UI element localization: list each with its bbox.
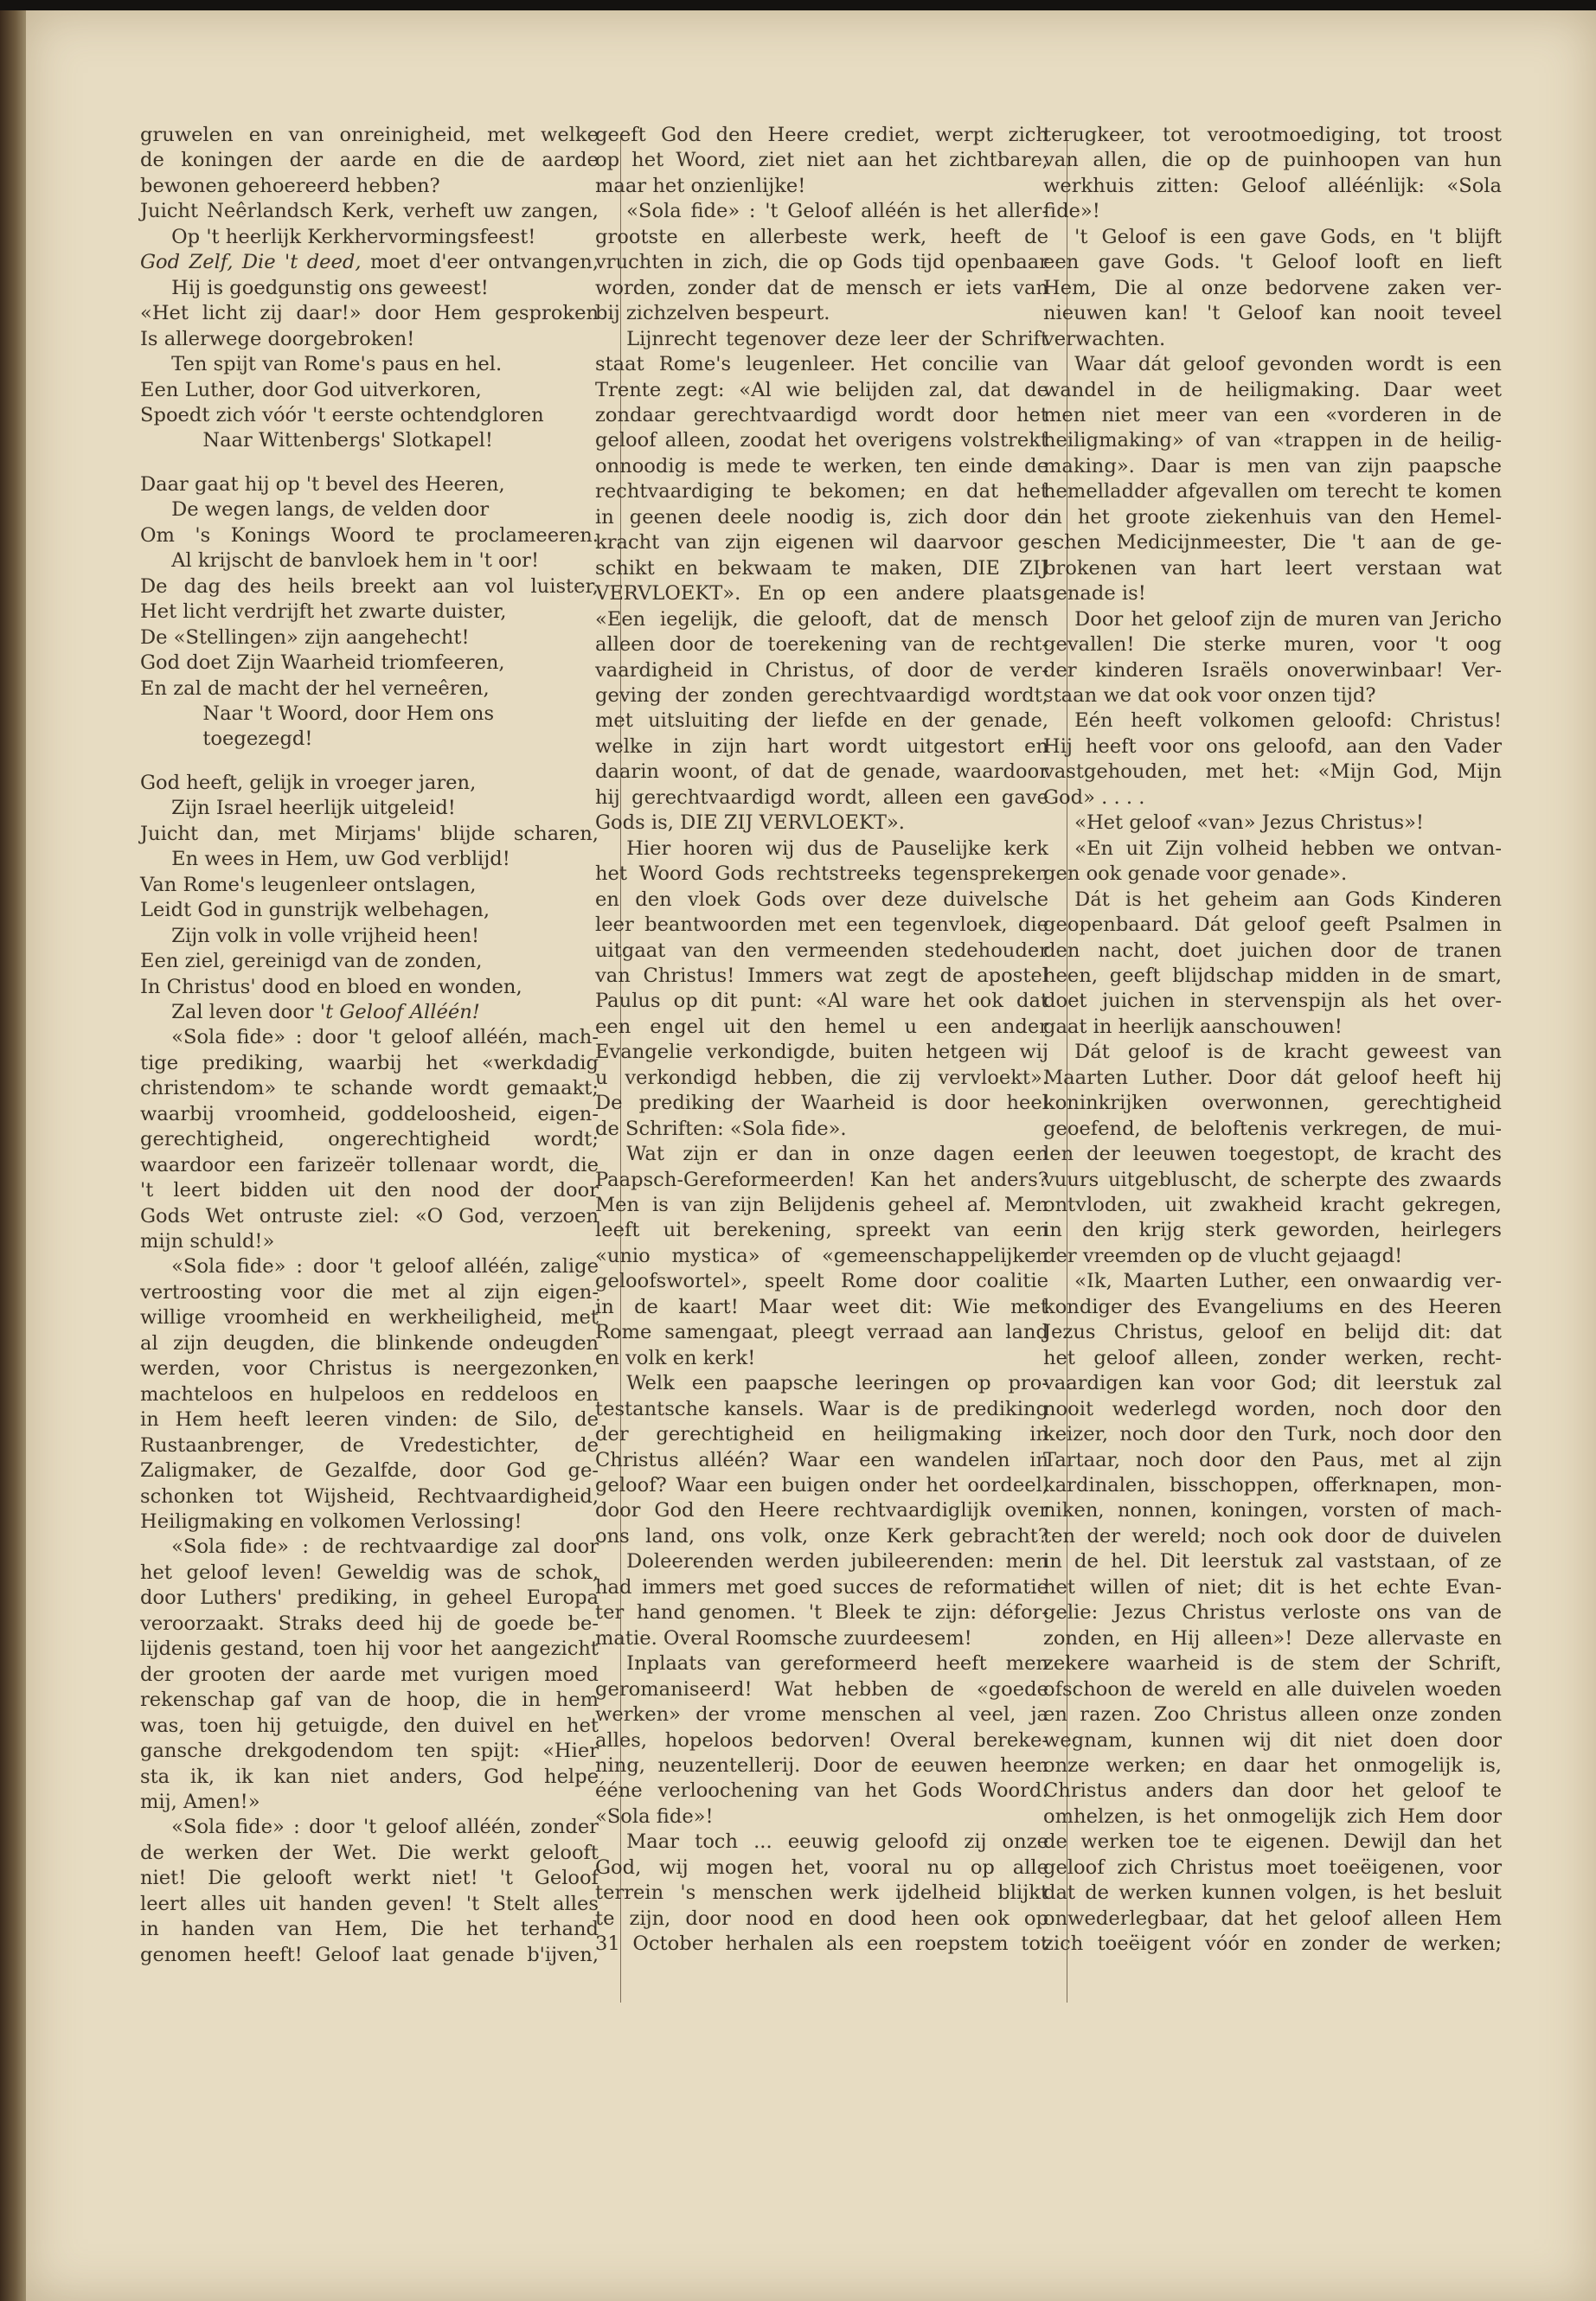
text-line: onwederlegbaar, dat het geloof alleen Hem: [1043, 1907, 1502, 1930]
text-line: God doet Zijn Waarheid triomfeeren,: [140, 651, 505, 675]
text-line: heen, geeft blijdschap midden in de smart,: [1043, 964, 1502, 987]
text-line: Hem, Die al onze bedorvene zaken ver-: [1043, 276, 1502, 299]
text-line: Heiligmaking en volkomen Verlossing!: [140, 1510, 522, 1534]
text-line: der gerechtigheid en heiligmaking in: [595, 1423, 1048, 1446]
text-line: Hij heeft voor ons geloofd, aan den Vader: [1043, 734, 1502, 758]
text-line: ééne verloochening van het Gods Woord:: [595, 1779, 1048, 1803]
text-line: verwachten.: [1043, 327, 1166, 350]
text-line: in handen van Hem, Die het terhand: [140, 1918, 599, 1941]
text-line: Gods Wet ontruste ziel: «O God, verzoen: [140, 1204, 599, 1227]
text-line: Inplaats van gereformeerd heeft men: [626, 1652, 1048, 1676]
text-line: «Sola fide» : de rechtvaardige zal door: [171, 1535, 599, 1559]
text-line: ten der wereld; noch ook door de duivelen: [1043, 1524, 1502, 1548]
text-line: len der leeuwen toegestopt, de kracht des: [1043, 1143, 1502, 1166]
text-line: in de kaart! Maar weet dit: Wie met: [595, 1295, 1048, 1318]
text-line: kracht van zijn eigenen wil daarvoor ge-: [595, 531, 1048, 554]
text-line: testantsche kansels. Waar is de prediking: [595, 1397, 1048, 1420]
text-line: leert alles uit handen geven! 't Stelt alles: [140, 1892, 599, 1915]
text-line: Al krijscht de banvloek hem in 't oor!: [171, 549, 540, 573]
text-line: «Sola fide» : 't Geloof alléén is het aller-: [626, 200, 1048, 223]
text-line: Dát geloof is de kracht geweest van: [1074, 1041, 1502, 1064]
text-line: koninkrijken overwonnen, gerechtigheid: [1043, 1092, 1502, 1115]
text-line: worden, zonder dat de mensch er iets van: [595, 276, 1048, 299]
text-line: nieuwen kan! 't Geloof kan nooit teveel: [1043, 302, 1502, 325]
text-line: Maarten Luther. Door dát geloof heeft hij: [1043, 1066, 1502, 1089]
text-line: in Hem heeft leeren vinden: de Silo, de: [140, 1408, 599, 1432]
text-line: fide»!: [1043, 200, 1100, 223]
text-line: de Schriften: «Sola fide».: [595, 1117, 847, 1140]
text-line: making». Daar is men van zijn paapsche: [1043, 454, 1502, 478]
text-line: geoefend, de beloftenis verkregen, de mui-: [1043, 1117, 1502, 1140]
text-line: heiligmaking» of van «trappen in de heilig-: [1043, 429, 1502, 452]
text-line: der vreemden op de vlucht gejaagd!: [1043, 1244, 1403, 1267]
text-line: gaat in heerlijk aanschouwen!: [1043, 1015, 1343, 1038]
text-line: zonden, en Hij alleen»! Deze allervaste en: [1043, 1626, 1502, 1650]
text-line: staan we dat ook voor onzen tijd?: [1043, 683, 1376, 707]
text-line: bij zichzelven bespeurt.: [595, 302, 830, 325]
text-line: zekere waarheid is de stem der Schrift,: [1043, 1652, 1502, 1676]
text-line: schonken tot Wijsheid, Rechtvaardigheid,: [140, 1484, 599, 1508]
text-line: welke in zijn hart wordt uitgestort en: [595, 734, 1048, 758]
text-line: Zal leven door 't Geloof Alléén!: [171, 1000, 480, 1023]
text-line: leer beantwoorden met een tegenvloek, die: [595, 913, 1048, 937]
text-line: alleen door de toerekening van de recht-: [595, 633, 1048, 657]
text-line: De prediking der Waarheid is door heel: [595, 1092, 1048, 1115]
text-line: mijn schuld!»: [140, 1230, 275, 1253]
text-line: «Een iegelijk, die gelooft, dat de mensch: [595, 607, 1048, 631]
text-line: En wees in Hem, uw God verblijd!: [171, 848, 510, 871]
text-line: God heeft, gelijk in vroeger jaren,: [140, 771, 477, 794]
text-line: Wat zijn er dan in onze dagen een: [626, 1143, 1048, 1166]
text-line: geloof? Waar een buigen onder het oordeel,: [595, 1474, 1048, 1497]
text-line: Zaligmaker, de Gezalfde, door God ge-: [140, 1459, 599, 1483]
text-line: en den vloek Gods over deze duivelsche: [595, 888, 1048, 911]
text-line: Christus anders dan door het geloof te: [1043, 1779, 1502, 1803]
text-line: Rome samengaat, pleegt verraad aan land: [595, 1321, 1048, 1344]
text-line: veroorzaakt. Straks deed hij de goede be-: [140, 1612, 599, 1635]
text-block: [140, 771, 599, 1968]
text-line: ons land, ons volk, onze Kerk gebracht?: [595, 1524, 1048, 1548]
text-block: [140, 123, 599, 454]
text-line: Christus alléén? Waar een wandelen in: [595, 1448, 1048, 1471]
text-line: «Sola fide» : door 't geloof alléén, zalige: [171, 1255, 599, 1279]
text-line: kondiger des Evangeliums en des Heeren: [1043, 1295, 1502, 1318]
text-line: lijdenis gestand, toen hij voor het aangezicht: [140, 1638, 599, 1661]
text-line: Jezus Christus, geloof en belijd dit: dat: [1043, 1321, 1502, 1344]
text-line: hij gerechtvaardigd wordt, alleen een gave: [595, 785, 1048, 809]
column-3: [1043, 123, 1502, 1976]
text-line: Rustaanbrenger, de Vredestichter, de: [140, 1433, 599, 1457]
text-line: en volk en kerk!: [595, 1346, 756, 1369]
text-line: Welk een paapsche leeringen op pro-: [626, 1372, 1048, 1395]
text-line: kardinalen, bisschoppen, offerknapen, mon-: [1043, 1474, 1502, 1497]
text-line: leeft uit berekening, spreekt van een: [595, 1219, 1048, 1242]
text-line: ning, neuzentellerij. Door de eeuwen heen: [595, 1754, 1048, 1777]
text-line: Juicht Neêrlandsch Kerk, verheft uw zangen,: [140, 200, 599, 223]
text-line: onnoodig is mede te werken, ten einde de: [595, 454, 1048, 478]
text-block: [595, 123, 1048, 1958]
text-line: Gods is, DIE ZIJ VERVLOEKT».: [595, 811, 905, 835]
text-line: geloof zich Christus moet toeëigenen, voor: [1043, 1856, 1502, 1879]
text-line: Zijn Israel heerlijk uitgeleid!: [171, 797, 456, 820]
text-line: het Woord Gods rechtstreeks tegenspreken: [595, 862, 1048, 886]
text-line: omhelzen, is het onmogelijk zich Hem door: [1043, 1804, 1502, 1828]
text-line: Paapsch-Gereformeerden! Kan het anders?: [595, 1168, 1048, 1191]
text-line: «Sola fide» : door 't geloof alléén, zonder: [171, 1816, 599, 1839]
text-line: waardoor een farizeër tollenaar wordt, die: [140, 1153, 599, 1176]
text-line: terugkeer, tot verootmoediging, tot troost: [1043, 124, 1502, 146]
text-line: Juicht dan, met Mirjams' blijde scharen,: [140, 822, 599, 845]
text-line: 't Geloof is een gave Gods, en 't blijft: [1074, 225, 1502, 248]
text-line: in den krijg sterk geworden, heirlegers: [1043, 1219, 1502, 1242]
text-line: Tartaar, noch door den Paus, met al zijn: [1043, 1448, 1502, 1471]
column-2: [595, 123, 1048, 1976]
text-line: Op 't heerlijk Kerkhervormingsfeest!: [171, 225, 536, 248]
text-line: gruwelen en van onreinigheid, met welke: [140, 124, 599, 146]
text-line: waarbij vroomheid, goddeloosheid, eigen-: [140, 1102, 599, 1125]
text-line: 't leert bidden uit den nood der door: [140, 1179, 599, 1202]
text-line: Dát is het geheim aan Gods Kinderen: [1074, 888, 1502, 911]
text-line: schen Medicijnmeester, Die 't aan de ge-: [1043, 531, 1502, 554]
text-line: de koningen der aarde en die de aarde: [140, 149, 599, 172]
text-line: den nacht, doet juichen door de tranen: [1043, 939, 1502, 962]
text-line: En zal de macht der hel verneêren,: [140, 676, 490, 700]
text-line: Naar 't Woord, door Hem ons toegezegd!: [202, 702, 495, 751]
text-line: «Ik, Maarten Luther, een onwaardig ver-: [1074, 1270, 1502, 1293]
text-line: God Zelf, Die 't deed, moet d'eer ontvangen,: [140, 251, 599, 274]
text-line: schikt en bekwaam te maken, DIE ZIJ: [595, 556, 1048, 580]
text-line: ontvloden, uit zwakheid kracht gekregen,: [1043, 1194, 1502, 1217]
text-line: te zijn, door nood en dood heen ook op: [595, 1907, 1048, 1930]
text-line: Spoedt zich vóór 't eerste ochtendgloren: [140, 403, 544, 426]
text-line: geloof alleen, zoodat het overigens volstrekt: [595, 429, 1048, 452]
text-line: God» . . . .: [1043, 785, 1145, 809]
text-line: «En uit Zijn volheid hebben we ontvan-: [1074, 836, 1502, 860]
text-line: Maar toch ... eeuwig geloofd zij onze: [626, 1830, 1048, 1854]
text-line: staat Rome's leugenleer. Het concilie van: [595, 353, 1048, 376]
text-line: niet! Die gelooft werkt niet! 't Geloof: [140, 1867, 599, 1890]
text-line: Waar dát geloof gevonden wordt is een: [1074, 353, 1502, 376]
text-line: Hij is goedgunstig ons geweest!: [171, 276, 489, 299]
text-block: [1043, 123, 1502, 1958]
text-line: «Het geloof «van» Jezus Christus»!: [1074, 811, 1424, 835]
text-line: gevallen! Die sterke muren, voor 't oog: [1043, 633, 1502, 657]
text-line: christendom» te schande wordt gemaakt;: [140, 1077, 599, 1100]
text-line: mij, Amen!»: [140, 1791, 260, 1813]
text-line: geloofswortel», speelt Rome door coalitie: [595, 1270, 1048, 1293]
text-line: u verkondigd hebben, die zij vervloekt».: [595, 1066, 1048, 1089]
text-line: gelie: Jezus Christus verloste ons van de: [1043, 1601, 1502, 1625]
text-line: Leidt God in gunstrijk welbehagen,: [140, 899, 490, 922]
text-line: had immers met goed succes de reformatie: [595, 1575, 1048, 1599]
text-line: nooit wederlegd worden, noch door den: [1043, 1397, 1502, 1420]
text-line: wandel in de heiligmaking. Daar weet: [1043, 378, 1502, 401]
text-line: Men is van zijn Belijdenis geheel af. Men: [595, 1194, 1048, 1217]
text-line: der kinderen Israëls onoverwinbaar! Ver-: [1043, 658, 1502, 682]
text-line: gen ook genade voor genade».: [1043, 862, 1348, 886]
text-line: vaardigheid in Christus, of door de ver-: [595, 658, 1048, 682]
text-line: Om 's Konings Woord te proclameeren.: [140, 523, 599, 547]
text-line: rechtvaardiging te bekomen; en dat het: [595, 480, 1048, 503]
text-line: gerechtigheid, ongerechtigheid wordt;: [140, 1128, 599, 1151]
text-line: De wegen langs, de velden door: [171, 498, 490, 522]
text-line: Van Rome's leugenleer ontslagen,: [140, 873, 477, 896]
text-line: sta ik, ik kan niet anders, God helpe: [140, 1765, 599, 1788]
text-line: willige vroomheid en werkheiligheid, met: [140, 1306, 599, 1330]
text-line: ofschoon de wereld en alle duivelen woeden: [1043, 1677, 1502, 1701]
text-line: dat de werken kunnen volgen, is het besluit: [1043, 1881, 1502, 1905]
text-line: vuurs uitgebluscht, de scherpte des zwaards: [1043, 1168, 1502, 1191]
text-line: vertroosting voor die met al zijn eigen-: [140, 1280, 599, 1304]
text-line: Hier hooren wij dus de Pauselijke kerk: [626, 836, 1048, 860]
text-line: geving der zonden gerechtvaardigd wordt,: [595, 683, 1048, 707]
text-line: men niet meer van een «vorderen in de: [1043, 403, 1502, 426]
book-spine-edge: [0, 10, 26, 2301]
text-line: hemelladder afgevallen om terecht te komen: [1043, 480, 1502, 503]
text-line: vruchten in zich, die op Gods tijd openbaar: [595, 251, 1048, 274]
text-line: was, toen hij getuigde, den duivel en het: [140, 1714, 599, 1737]
text-line: uitgaat van den vermeenden stedehouder: [595, 939, 1048, 962]
text-line: tige prediking, waarbij het «werkdadig: [140, 1051, 599, 1074]
text-line: genade is!: [1043, 582, 1146, 606]
text-line: de werken toe te eigenen. Dewijl dan het: [1043, 1830, 1502, 1854]
text-line: het geloof leven! Geweldig was de schok,: [140, 1561, 599, 1584]
text-line: matie. Overal Roomsche zuurdeesem!: [595, 1626, 972, 1650]
scan-top-edge: [0, 0, 1596, 10]
text-line: van Christus! Immers wat zegt de apostel: [595, 964, 1048, 987]
text-line: der grooten der aarde met vurigen moed: [140, 1663, 599, 1686]
text-line: Daar gaat hij op 't bevel des Heeren,: [140, 472, 505, 496]
text-line: Evangelie verkondigde, buiten hetgeen wij: [595, 1041, 1048, 1064]
text-line: niken, nonnen, koningen, vorsten of mach-: [1043, 1499, 1502, 1522]
text-line: van allen, die op de puinhoopen van hun: [1043, 149, 1502, 172]
text-line: met uitsluiting der liefde en der genade,: [595, 709, 1048, 733]
text-line: werken» der vrome menschen al veel, ja: [595, 1703, 1048, 1727]
text-line: de werken der Wet. Die werkt gelooft: [140, 1841, 599, 1864]
text-line: geopenbaard. Dát geloof geeft Psalmen in: [1043, 913, 1502, 937]
text-line: Een Luther, door God uitverkoren,: [140, 378, 482, 401]
text-line: maar het onzienlijke!: [595, 174, 806, 197]
text-line: Naar Wittenbergs' Slotkapel!: [202, 429, 493, 452]
text-line: De dag des heils breekt aan vol luister,: [140, 574, 599, 598]
text-line: ter hand genomen. 't Bleek te zijn: défor-: [595, 1601, 1048, 1625]
text-line: zondaar gerechtvaardigd wordt door het: [595, 403, 1048, 426]
text-line: geeft God den Heere crediet, werpt zich: [595, 124, 1048, 146]
text-line: «unio mystica» of «gemeenschappelijken: [595, 1244, 1048, 1267]
text-line: Lijnrecht tegenover deze leer der Schrift: [626, 327, 1048, 350]
text-line: rekenschap gaf van de hoop, die in hem: [140, 1689, 599, 1712]
text-line: op het Woord, ziet niet aan het zichtbare,: [595, 149, 1048, 172]
text-line: vaardigen kan voor God; dit leerstuk zal: [1043, 1372, 1502, 1395]
text-line: machteloos en hulpeloos en reddeloos en: [140, 1382, 599, 1406]
text-line: zich toeëigent vóór en zonder de werken;: [1043, 1932, 1502, 1956]
text-line: een engel uit den hemel u een ander: [595, 1015, 1048, 1038]
text-line: door God den Heere rechtvaardiglijk over: [595, 1499, 1048, 1522]
text-line: VERVLOEKT». En op een andere plaats:: [595, 582, 1048, 606]
text-line: Paulus op dit punt: «Al ware het ook dat: [595, 990, 1048, 1013]
text-line: in het groote ziekenhuis van den Hemel-: [1043, 505, 1502, 529]
text-line: wegnam, kunnen wij dit niet doen door: [1043, 1728, 1502, 1752]
text-line: grootste en allerbeste werk, heeft de: [595, 225, 1048, 248]
text-line: Door het geloof zijn de muren van Jericho: [1074, 607, 1502, 631]
text-line: door Luthers' prediking, in geheel Europa: [140, 1586, 599, 1610]
text-line: vastgehouden, met het: «Mijn God, Mijn: [1043, 760, 1502, 784]
text-line: onze werken; en daar het onmogelijk is,: [1043, 1754, 1502, 1777]
text-line: al zijn deugden, die blinkende ondeugden: [140, 1331, 599, 1355]
text-block: [140, 472, 599, 753]
text-line: doet juichen in stervenspijn als het over-: [1043, 990, 1502, 1013]
text-line: en razen. Zoo Christus alleen onze zonden: [1043, 1703, 1502, 1727]
text-line: «Sola fide»!: [595, 1804, 714, 1828]
text-line: Doleerenden werden jubileerenden: men: [626, 1550, 1048, 1574]
text-line: Een ziel, gereinigd van de zonden,: [140, 950, 483, 973]
text-line: alles, hopeloos bedorven! Overal bereke-: [595, 1728, 1048, 1752]
column-1: [140, 123, 599, 1986]
text-line: terrein 's menschen werk ijdelheid blijkt: [595, 1881, 1048, 1905]
text-line: werkhuis zitten: Geloof alléénlijk: «Sola: [1043, 174, 1502, 197]
text-line: Trente zegt: «Al wie belijden zal, dat de: [595, 378, 1048, 401]
text-line: een gave Gods. 't Geloof looft en lieft: [1043, 251, 1502, 274]
text-line: geromaniseerd! Wat hebben de «goede: [595, 1677, 1048, 1701]
text-line: De «Stellingen» zijn aangehecht!: [140, 625, 470, 649]
text-line: «Sola fide» : door 't geloof alléén, mach-: [171, 1026, 599, 1049]
text-line: werden, voor Christus is neergezonken,: [140, 1357, 599, 1381]
text-line: «Het licht zij daar!» door Hem gesproken: [140, 302, 599, 325]
text-line: Zijn volk in volle vrijheid heen!: [171, 924, 480, 947]
text-line: in de hel. Dit leerstuk zal vaststaan, of ze: [1043, 1550, 1502, 1574]
text-line: keizer, noch door den Turk, noch door den: [1043, 1423, 1502, 1446]
text-line: In Christus' dood en bloed en wonden,: [140, 975, 522, 998]
text-line: 31 October herhalen als een roepstem tot: [595, 1932, 1048, 1956]
text-line: daarin woont, of dat de genade, waardoor: [595, 760, 1048, 784]
text-line: het willen of niet; dit is het echte Evan-: [1043, 1575, 1502, 1599]
text-line: gansche drekgodendom ten spijt: «Hier: [140, 1740, 599, 1763]
text-line: genomen heeft! Geloof laat genade b'ijven,: [140, 1943, 599, 1966]
text-line: Het licht verdrijft het zwarte duister,: [140, 600, 507, 624]
text-line: Ten spijt van Rome's paus en hel.: [171, 353, 503, 376]
text-line: het geloof alleen, zonder werken, recht-: [1043, 1346, 1502, 1369]
text-line: Is allerwege doorgebroken!: [140, 327, 415, 350]
text-line: Eén heeft volkomen geloofd: Christus!: [1074, 709, 1502, 733]
text-line: in geenen deele noodig is, zich door de: [595, 505, 1048, 529]
text-line: brokenen van hart leert verstaan wat: [1043, 556, 1502, 580]
text-line: bewonen gehoereerd hebben?: [140, 174, 440, 197]
text-line: God, wij mogen het, vooral nu op alle: [595, 1856, 1048, 1879]
